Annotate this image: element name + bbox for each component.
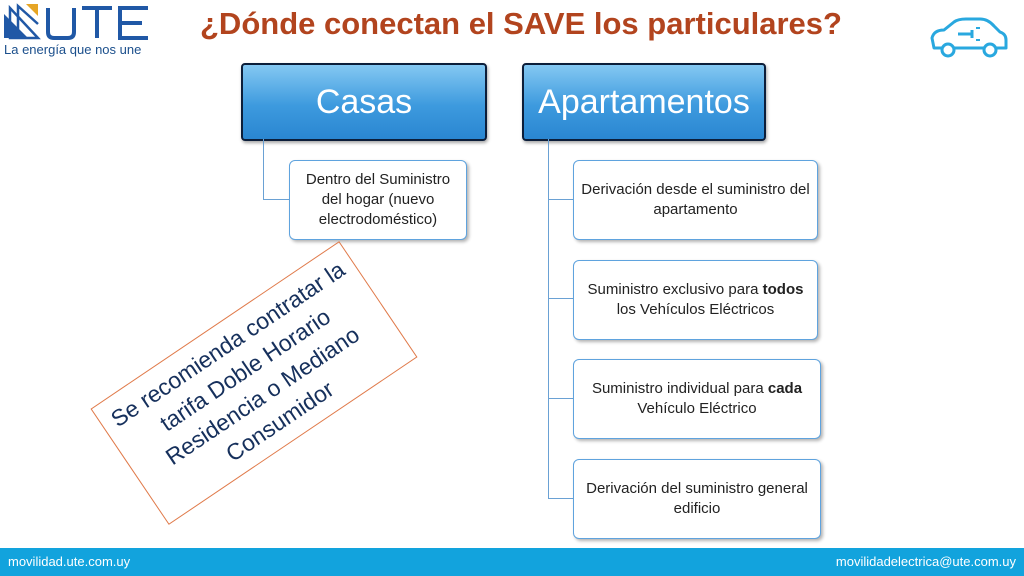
connector-apt-vertical <box>548 139 549 498</box>
apartamentos-item-text: Derivación desde el suministro del apartamento <box>581 181 810 218</box>
connector-casas-horizontal <box>263 199 290 200</box>
connector-apt-3 <box>548 398 573 399</box>
footer-bar <box>0 548 1024 576</box>
category-apartamentos: Apartamentos <box>522 63 766 141</box>
connector-apt-2 <box>548 298 573 299</box>
connector-apt-4 <box>548 498 573 499</box>
brand-tagline: La energía que nos une <box>4 42 142 57</box>
ute-logo <box>2 2 162 60</box>
ute-logo-mark <box>2 2 162 42</box>
apartamentos-item <box>573 260 818 340</box>
apartamentos-item-text: Suministro exclusivo para todos los Vehículos Eléctricos <box>587 281 804 318</box>
connector-apt-1 <box>548 199 573 200</box>
tariff-recommendation: Se recomienda contratar la tarifa Doble Horario Residencia o Mediano Consumidor <box>91 241 418 525</box>
footer-email-link[interactable]: movilidadelectrica@ute.com.uy <box>835 554 1016 569</box>
apartamentos-item <box>573 459 821 539</box>
casas-item <box>289 160 467 240</box>
electric-car-icon <box>928 14 1010 60</box>
apartamentos-item <box>573 160 818 240</box>
apartamentos-item <box>573 359 821 439</box>
apartamentos-item-text: Suministro individual para cada Vehículo Eléctrico <box>591 380 803 417</box>
apartamentos-item-text: Derivación del suministro general edificio <box>586 480 808 517</box>
connector-casas-vertical <box>263 139 264 199</box>
footer-website-link[interactable]: movilidad.ute.com.uy <box>8 554 131 569</box>
category-casas: Casas <box>241 63 487 141</box>
casas-item-text: Dentro del Suministro del hogar (nuevo electrodoméstico) <box>305 171 451 228</box>
page-title: ¿Dónde conectan el SAVE los particulares? <box>200 6 842 41</box>
